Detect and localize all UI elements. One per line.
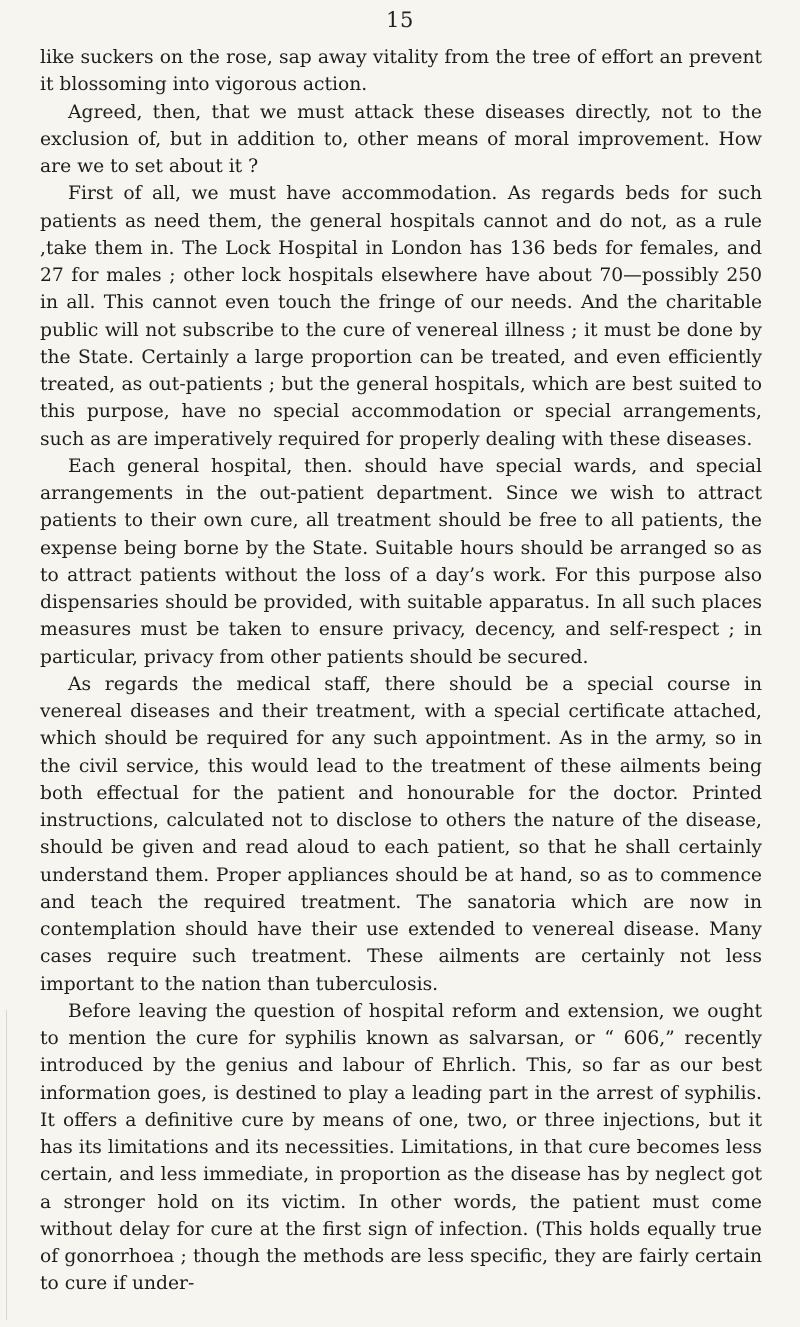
- paragraph-agreed: Agreed, then, that we must attack these diseases directly, not to the exclusion of, but in addition to, other means of moral improvement. How are we to set about it ?: [40, 101, 762, 177]
- paragraph-accommodation: First of all, we must have accommodation. As regards beds for such patients as need them, the general hospitals cannot and do not, as a rule ,take them in. The Lock Hospital in London has 136 beds for females, and 27 for males ; other lock hospitals elsewhere have about 70—possibly 250 in all. This cannot even touch the fringe of our needs. And the charitable public will not subscribe to the cure of venereal illness ; it must be done by the State. Certainly a large proportion can be treated, and even efficiently treated, as out-patients ; but the general hospitals, which are best suited to this purpose, have no special accommodation or special arrangements, such as are imperatively required for properly dealing with these diseases.: [40, 183, 762, 450]
- margin-shadow: [6, 1010, 7, 1320]
- body-text: [40, 44, 762, 1298]
- paragraph-medical-staff: As regards the medical staff, there should be a special course in venereal diseases and their treatment, with a special certificate attached, which should be required for any such appointment. As in the army, so in the civil service, this would lead to the treatment of these ailments being both effectual for the patient and honourable for the doctor. Printed instructions, calculated not to disclose to others the nature of the disease, should be given and read aloud to each patient, so that he shall certainly understand them. Proper appliances should be at hand, so as to commence and teach the required treatment. The sanatoria which are now in contemplation should have their use extended to venereal disease. Many cases require such treatment. These ailments are certainly not less important to the nation than tuberculosis.: [40, 673, 762, 995]
- paragraph-salvarsan: Before leaving the question of hospital reform and extension, we ought to mention the cure for syphilis known as salvarsan, or “ 606,” recently introduced by the genius and labour of Ehrlich. This, so far as our best information goes, is destined to play a leading part in the arrest of syphilis. It offers a definitive cure by means of one, two, or three injections, but it has its limitations and its necessities. Limitations, in that cure becomes less certain, and less immediate, in proportion as the disease has by neglect got a stronger hold on its victim. In other words, the patient must come without delay for cure at the first sign of infection. (This holds equally true of gonorrhoea ; though the methods are less specific, they are fairly certain to cure if under-: [40, 1000, 762, 1295]
- paragraph-general-hospital: Each general hospital, then. should have special wards, and special arrangements in the out-patient department. Since we wish to attract patients to their own cure, all treatment should be free to all patients, the expense being borne by the State. Suitable hours should be arranged so as to attract patients without the loss of a day’s work. For this purpose also dispensaries should be provided, with suitable apparatus. In all such places measures must be taken to ensure privacy, decency, and self-respect ; in particular, privacy from other patients should be secured.: [40, 455, 762, 668]
- paragraph-continuation: like suckers on the rose, sap away vitality from the tree of effort an prevent it blossoming into vigorous action.: [40, 47, 762, 96]
- page-number: 15: [386, 8, 414, 32]
